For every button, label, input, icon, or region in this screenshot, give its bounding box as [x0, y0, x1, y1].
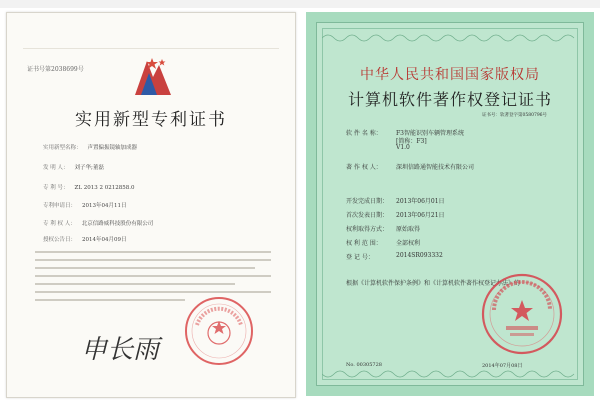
field-label: 开发完成日期： — [346, 198, 389, 205]
field-patent-number: 专 利 号： ZL 2013 2 0212858.0 — [43, 185, 135, 191]
copyright-certificate — [306, 12, 594, 396]
field-first-publish-date: 2013年06月21日 — [396, 212, 445, 219]
guilloche-pattern — [322, 32, 576, 44]
patent-office-emblem-icon — [127, 55, 177, 101]
field-label: 登 记 号： — [346, 254, 374, 261]
field-patentee: 专 利 权 人： 北京信路威科技股份有限公司 — [43, 221, 154, 227]
field-software-version: V1.0 — [396, 144, 410, 151]
top-strip — [0, 0, 600, 8]
certificate-serial: 证书号第2038699号 — [27, 66, 84, 73]
field-utility-name: 实用新型名称： 声置偏振镜轴加成器 — [43, 145, 138, 151]
field-registration-number: 2014SR093332 — [396, 252, 443, 259]
director-signature: 申长雨 — [81, 335, 160, 365]
field-label: 著 作 权 人： — [346, 164, 382, 171]
official-seal-icon — [183, 295, 255, 367]
issue-date: 2014年07月08日 — [482, 363, 523, 369]
field-label: 权 利 范 围： — [346, 240, 382, 247]
field-software-abbrev: [简称：F3] — [396, 138, 427, 145]
field-software-name: F3智能识别车辆管理系统 — [396, 130, 464, 137]
certificate-title: 计算机软件著作权登记证书 — [347, 90, 552, 109]
body-text-line — [35, 283, 235, 285]
body-text-line — [35, 267, 255, 269]
patent-certificate — [6, 12, 296, 398]
certificate-number: 证书号：软著登字第0580796号 — [482, 113, 548, 118]
certificate-body-text: 根据《计算机软件保护条例》和《计算机软件著作权登记办法》的 — [346, 280, 521, 287]
field-label: 权利取得方式： — [346, 226, 389, 233]
guilloche-pattern — [322, 368, 576, 380]
body-text-line — [35, 275, 271, 277]
body-text-line — [35, 251, 271, 253]
certificate-title: 实用新型专利证书 — [75, 110, 227, 130]
header-rule — [23, 48, 279, 49]
field-inventor: 发 明 人： 刘子华;董磊 — [43, 165, 104, 171]
field-dev-complete-date: 2013年06月01日 — [396, 198, 445, 205]
field-application-date: 专利申请日： 2013年04月11日 — [43, 203, 127, 209]
copyright-office-seal-icon — [480, 272, 564, 356]
serial-number: No. 00305728 — [346, 362, 382, 368]
field-copyright-owner: 深圳信路通智能技术有限公司 — [396, 164, 475, 171]
field-label: 软 件 名 称： — [346, 130, 382, 137]
body-text-line — [35, 259, 271, 261]
body-text-line — [35, 299, 185, 301]
body-text-line — [35, 291, 271, 293]
field-grant-date: 授权公告日： 2014年04月09日 — [43, 237, 127, 243]
field-label: 首次发表日期： — [346, 212, 389, 219]
issuer-header: 中华人民共和国国家版权局 — [360, 67, 540, 83]
field-rights-scope: 全部权利 — [396, 240, 421, 247]
field-acquisition-method: 原始取得 — [396, 226, 421, 233]
